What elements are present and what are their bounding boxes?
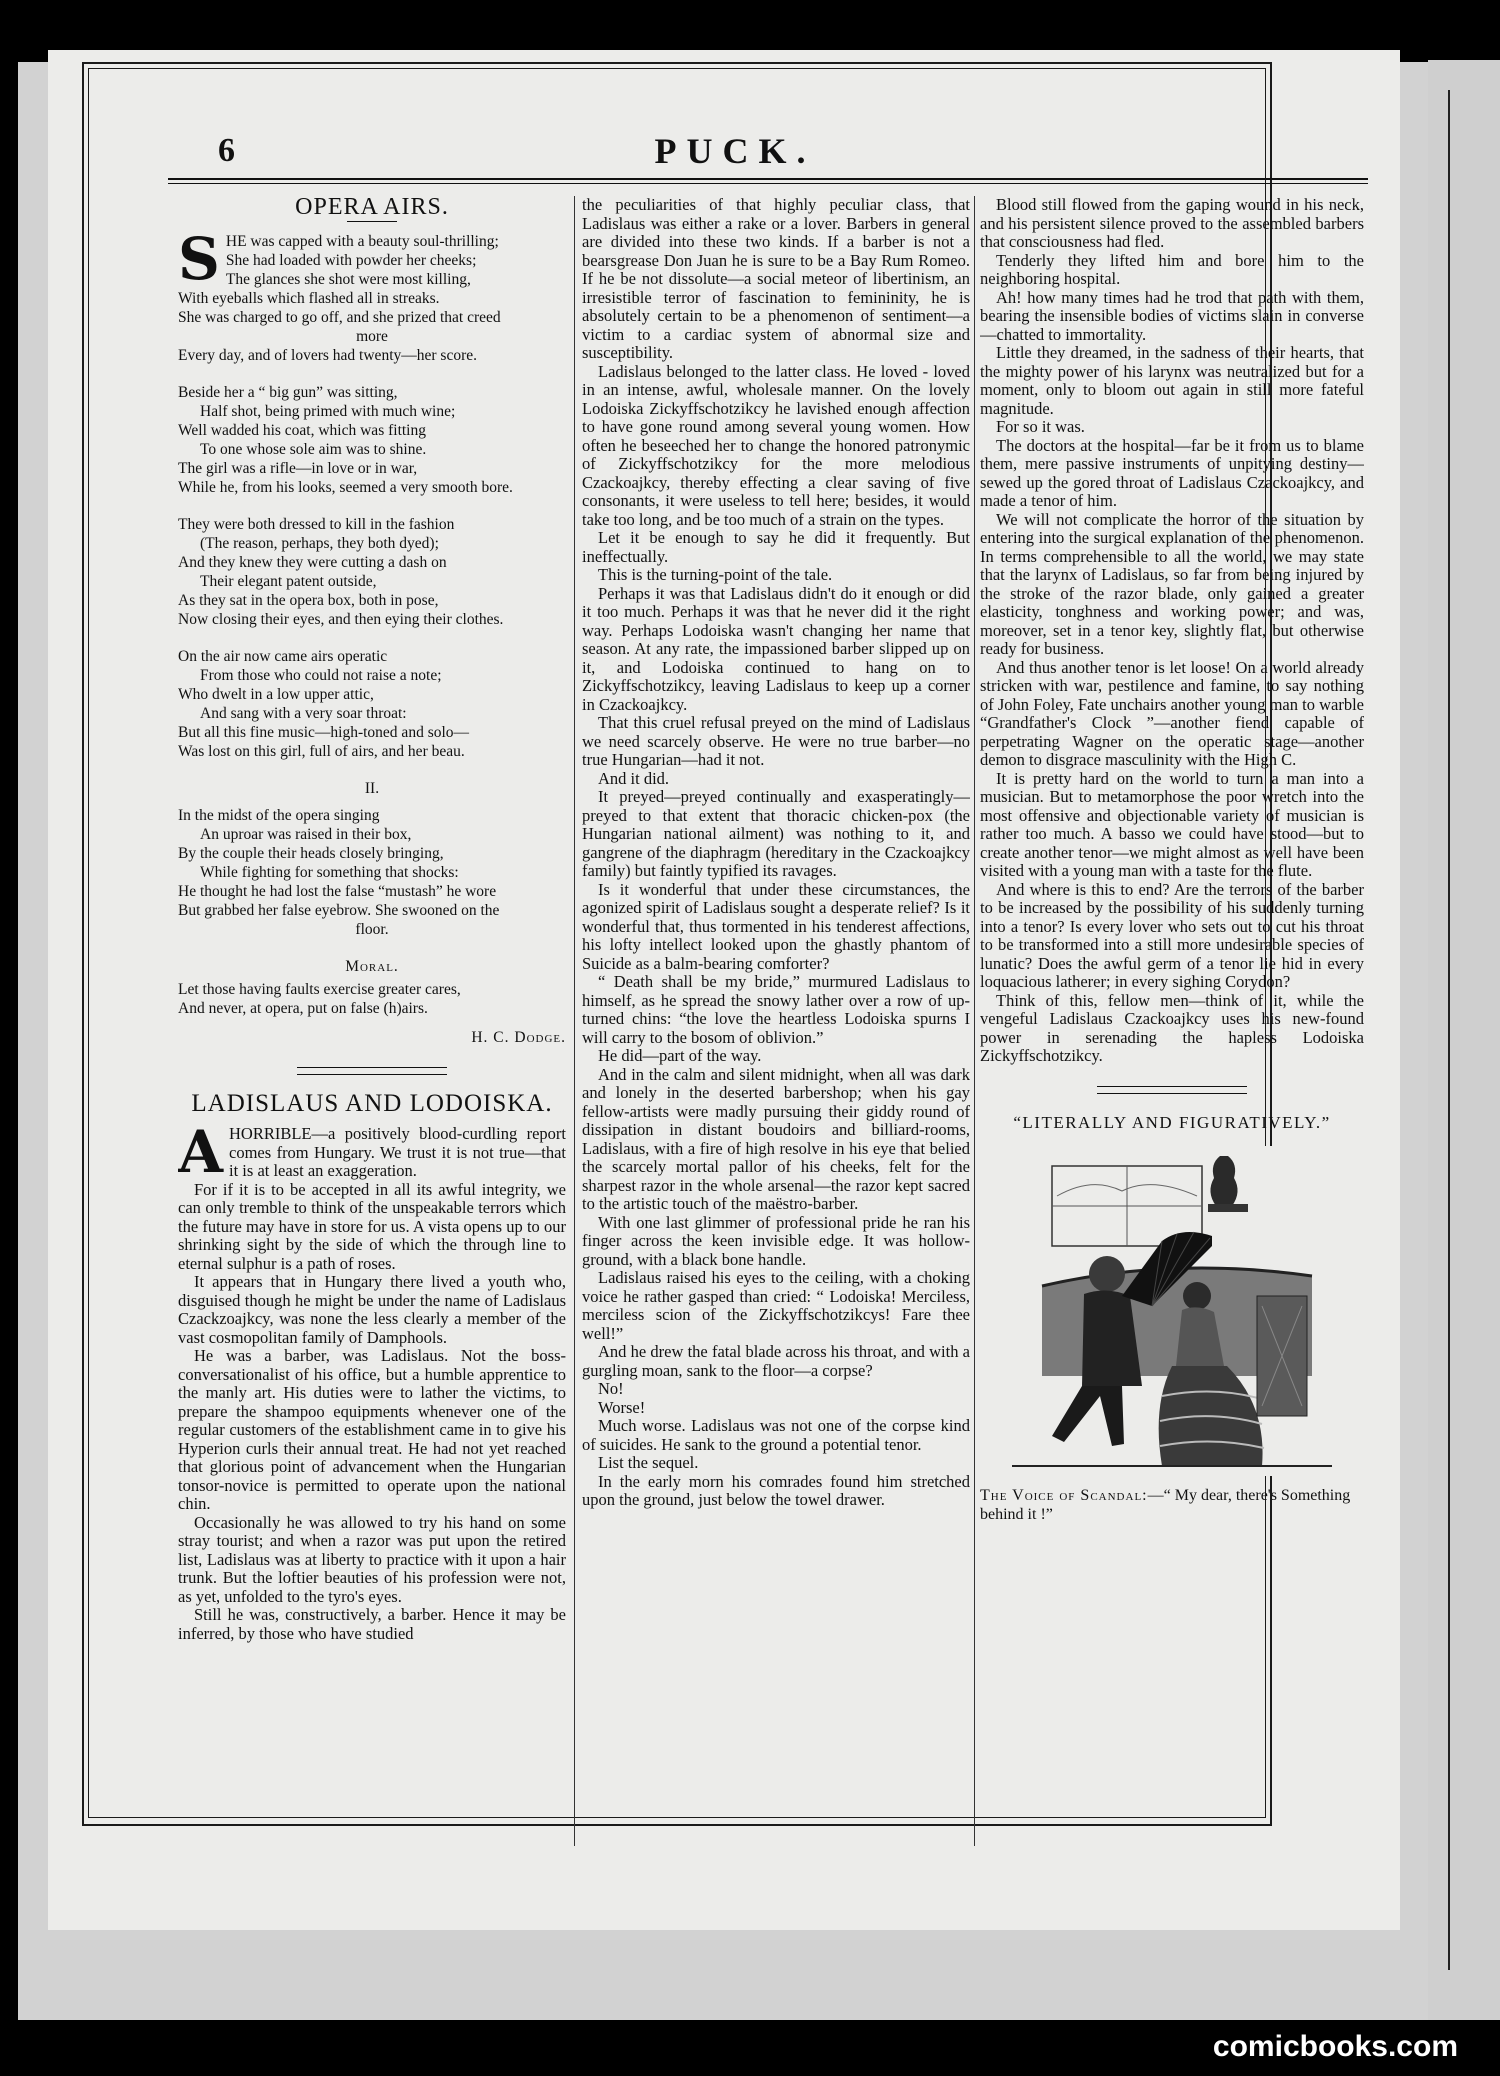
poem-line: To one whose sole aim was to shine. [200,440,427,458]
article-paragraph: Occasionally he was allowed to try his hand on some stray tourist; and when a razor was put upon the retired list, Ladislaus was at liberty to practice with it upon a hair trunk. But the loftier beauties of his profession were not, as yet, unfolded to the tyro's eyes. [178,1512,566,1606]
header-rule-thin [168,183,1368,184]
poem-line: While he, from his looks, seemed a very smooth bore. [178,478,513,496]
header-rule [168,178,1368,180]
poem-stanza-5 [178,806,566,939]
poem-line: While fighting for something that shocks: [200,863,459,881]
poem-line: Who dwelt in a low upper attic, [178,685,374,703]
column-3 [980,196,1364,1846]
article-paragraph: Worse! [598,1397,646,1417]
poem-line: From those who could not raise a note; [200,666,442,684]
poem-line: But grabbed her false eyebrow. She swooned on the [178,901,500,919]
caption-text: —“ My dear, there's Something behind it !” [980,1487,1351,1523]
article-paragraph: Ladislaus raised his eyes to the ceiling, with a choking voice he rather gasped than cried: “ Lodoiska! Merciless, merciless scion of the Zickyffschotzikcys! Fare thee well!” [582,1268,970,1343]
article-paragraph: No! [598,1379,624,1398]
article-paragraph: And in the calm and silent midnight, when all was dark and lonely in the deserted barbershop; when his gay fellow-artists were madly pursuing their giddy round of dissipation in distant boudoirs and billiard-rooms, Ladislaus, with a fire of high resolve in his eye that belied the scarcely mortal pallor of his cheeks, felt for the sharpest razor in the whole arsenal—the razor kept sacred to the artistic touch of the maëstro-barber. [582,1064,970,1213]
poem-stanza-2 [178,383,566,497]
poem-line: She was charged to go off, and she prized that creed [178,308,501,326]
article-paragraph: For so it was. [996,417,1085,436]
moral-line: Let those having faults exercise greater cares, [178,980,461,998]
poem-line: He thought he had lost the false “mustash” he wore [178,882,497,900]
poem-line: (The reason, perhaps, they both dyed); [200,534,439,552]
poem-line: The glances she shot were most killing, [225,270,471,288]
moral-line: And never, at opera, put on false (h)airs. [178,999,428,1017]
moral-heading: Moral. [345,957,399,975]
poem-line: The girl was a rifle—in love or in war, [178,459,418,477]
article-paragraph: It is pretty hard on the world to turn a man into a musician. But to metamorphose the poor wretch into the most offensive and objectionable variety of musician is rather too much. A basso we could have stood—but to create another tenor—we might almost as well have been visited with a young man with a taste for the flute. [980,768,1364,880]
poem-line: Well wadded his coat, which was fitting [178,421,426,439]
poem-line: floor. [355,920,389,938]
article-paragraph: AHORRIBLE—a positively blood-curdling report comes from Hungary. We trust it is not true—that it is at least an exaggeration. [178,1118,566,1186]
poem-line: And they knew they were cutting a dash on [178,553,447,571]
article-paragraph: In the early morn his comrades found him stretched upon the ground, just below the towel drawer. [582,1471,970,1509]
column-divider-1 [574,196,575,1846]
poem-stanza-3 [178,515,566,629]
article-title: LADISLAUS AND LODOISKA. [191,1089,553,1117]
poem-line: Now closing their eyes, and then eying their clothes. [178,610,504,628]
article-paragraph: That this cruel refusal preyed on the mind of Ladislaus we need scarcely observe. He were no true barber—no true Hungarian—had it not. [582,713,970,769]
article-paragraph: With one last glimmer of professional pride he ran his finger across the keen invisible edge. It was hollow-ground, with a black bone handle. [582,1212,970,1269]
facing-page-border [1448,90,1460,1970]
article-paragraph: Think of this, fellow men—think of it, while the vengeful Ladislaus Czackoajkcy uses his new-found power in serenading the hapless Lodoiska Zickyffschotzikcy. [980,990,1364,1065]
article-paragraph: Tenderly they lifted him and bore him to the neighboring hospital. [980,250,1364,288]
poem-line: They were both dressed to kill in the fashion [178,515,455,533]
article-paragraph: The doctors at the hospital—far be it from us to blame them, mere passive instruments of unpitying destiny—sewed up the gored throat of Ladislaus Czackoajkcy, and made a tenor of him. [980,435,1364,510]
article-paragraph: He did—part of the way. [598,1046,762,1065]
poem-line: more [356,327,388,345]
poem-line: Their elegant patent outside, [200,572,377,590]
article-paragraph: And thus another tenor is let loose! On a world already stricken with war, pestilence and famine, to say nothing of John Foley, Fate unchairs another young man to warble “Grandfather's Clock ”—another fiend capable of perpetrating Wagner on the operatic stage—another demon to disgrace masculinity with the High C. [980,657,1364,769]
poem-stanza-4 [178,647,566,761]
illustration-caption [980,1486,1364,1524]
article-paragraph: It preyed—preyed continually and exasperatingly—preyed to that extent that thoracic chicken-pox (the Hungarian national ailment) was nothing to it, and gangrene of the diaphragm (hereditary in the Czackoajkcy family) but faintly typified its ravages. [582,787,970,880]
article-paragraph: And where is this to end? Are the terrors of the barber to be increased by the possibility of his suddenly turning into a tenor? Is every lover who sets out to cut his throat to be transformed into a still more undesirable species of lunatic? Does the awful germ of a tenor lie hid in every loquacious latherer; in every sighing Corydon? [980,879,1364,991]
column-1 [178,196,566,1846]
poem-line: HE was capped with a beauty soul-thrilling; [225,232,499,250]
article-paragraph: Blood still flowed from the gaping wound in his neck, and his persistent silence proved to the assembled barbers that consciousness had fled. [980,196,1364,251]
article-paragraph: For if it is to be accepted in all its awful integrity, we can only tremble to think of the unspeakable terrors which the future may have in store for us. A vista opens up to our shrinking sight by the side of which the through line to eternal sulphur is a path of roses. [178,1179,566,1273]
article-paragraph: He was a barber, was Ladislaus. Not the boss-conversationalist of his office, but a humble apprentice to the manly art. His duties were to lather the victims, to prepare the shampoo equipments whenever one of the regular customers of the establishment came in to give his Hyperion curls their annual treat. He had not yet reached that glorious point of advancement when the Hungarian tonsor-novice is permitted to operate upon the national chin. [178,1346,566,1513]
column-divider-2 [974,196,975,1846]
section-separator [297,1067,447,1075]
poem-line: In the midst of the opera singing [178,806,380,824]
poem-line: And sang with a very soar throat: [200,704,407,722]
article-paragraph: We will not complicate the horror of the situation by entering into the surgical explanation of the phenomenon. In terms comprehensible to all the world, we may state that the larynx of Ladislaus, so far from being injured by the stroke of the razor blade, only gained a greater elasticity, tonghness and working power; and was, moreover, set in a tenor key, slightly flat, but otherwise ready for business. [980,509,1364,658]
poem-line: She had loaded with powder her cheeks; [225,251,477,269]
article-paragraph: Perhaps it was that Ladislaus didn't do it enough or did it too much. Perhaps it was that he never did it the right way. Perhaps Lodoiska wasn't changing her name that season. At any rate, the impassioned barber slipped up on it, and Lodoiska continued to hang on to Zickyffschotzikcy, leaving Ladislaus to keep up a corner in Czackoajkcy. [582,583,970,714]
poem-title: OPERA AIRS. [295,196,449,220]
poem-line: Beside her a “ big gun” was sitting, [178,383,398,401]
article-paragraph: the peculiarities of that highly peculiar class, that Ladislaus was either a rake or a lover. Barbers in general are divided into these two kinds. If a barber is not a bearsgrease Don Juan he is sure to be a Bay Rum Romeo. If he be not dissolute—a social meteor of libertinism, an irresistible terror of fascination to femininity, he is absolutely certain to be a phenomenon of sentiment—a victim to a cardiac system of abnormal size and susceptibility. [582,196,970,362]
page-number: 6 [218,132,235,169]
article-paragraph: And he drew the fatal blade across his throat, and with a gurgling moan, sank to the floor—a corpse? [582,1342,970,1380]
poem-line: Every day, and of lovers had twenty—her score. [178,346,477,364]
article-dropcap: A [178,1118,224,1186]
poem-line: Half shot, being primed with much wine; [200,402,456,420]
caption-speaker: The Voice of Scandal: [980,1487,1148,1504]
poem-line: Was lost on this girl, full of airs, and her beau. [178,742,465,760]
poem-line: On the air now came airs operatic [178,647,388,665]
poem-line: By the couple their heads closely bringing, [178,844,444,862]
title-rule [347,221,397,222]
engraving-illustration [1012,1146,1332,1476]
article-paragraph: Let it be enough to say he did it frequently. But ineffectually. [582,528,970,566]
section-separator [1097,1086,1247,1094]
poem-line: With eyeballs which flashed all in streaks. [178,289,440,307]
article-paragraph: Little they dreamed, in the sadness of their hearts, that the mighty power of his larynx was neutralized but for a moment, only to bloom out again in still more fateful magnitude. [980,343,1364,418]
facing-page-edge [1428,60,1500,2020]
article-paragraph: It appears that in Hungary there lived a youth who, disguised though he might be under the name of Ladislaus Czackzoajkcy, was none the less clearly a member of the vast cosmopolitan family of Damphools. [178,1272,566,1347]
poem-line: As they sat in the opera box, both in pose, [178,591,439,609]
article-paragraph: Is it wonderful that under these circumstances, the agonized spirit of Ladislaus sought a desperate relief? Is it wonderful that, thus tormented in his tenderest affections, his lofty intellect looked upon the ghastly phantom of Suicide as a balm-bearing comforter? [582,879,970,973]
article-paragraph: “ Death shall be my bride,” murmured Ladislaus to himself, as he spread the snowy lather over a row of up-turned chins: “the love the heartless Lodoiska spurns I will carry to the bosom of oblivion.” [582,972,970,1047]
poem-dropcap: S [178,224,220,293]
masthead: PUCK. [654,131,816,171]
article-paragraph: Ladislaus belonged to the latter class. He loved - loved in an intense, awful, wholesale manner. On the lovely Lodoiska Zickyffschotzikcy he lavished enough affection to have gone round among several young women. How often he beseeched her to change the honored patronymic of Zickyffschotzikcy for the more melodious Czackoajkcy, thereby effecting a clear saving of five consonants, it were useless to tell here; besides, it would take too long, and be too much of a strain on the types. [582,361,970,529]
poem-line: But all this fine music—high-toned and solo— [178,723,470,741]
article-paragraph: Ah! how many times had he trod that path with them, bearing the insensible bodies of victims slain in converse—chatted to immortality. [980,287,1364,344]
poem-part-heading: II. [364,779,380,797]
illustration-title: “LITERALLY AND FIGURATIVELY.” [1013,1112,1331,1132]
poem-author: H. C. Dodge. [471,1028,566,1046]
column-2 [582,196,970,1846]
article-paragraph: Much worse. Ladislaus was not one of the corpse kind of suicides. He sank to the ground a potential tenor. [582,1416,970,1454]
watermark: comicbooks.com [1212,2030,1458,2063]
article-paragraph: This is the turning-point of the tale. [598,565,833,584]
poem-stanza-1 [178,224,566,365]
article-paragraph: Still he was, constructively, a barber. Hence it may be inferred, by those who have studied [178,1605,566,1643]
article-paragraph: List the sequel. [598,1453,699,1472]
poem-line: An uproar was raised in their box, [200,825,412,843]
article-paragraph: And it did. [598,768,670,788]
